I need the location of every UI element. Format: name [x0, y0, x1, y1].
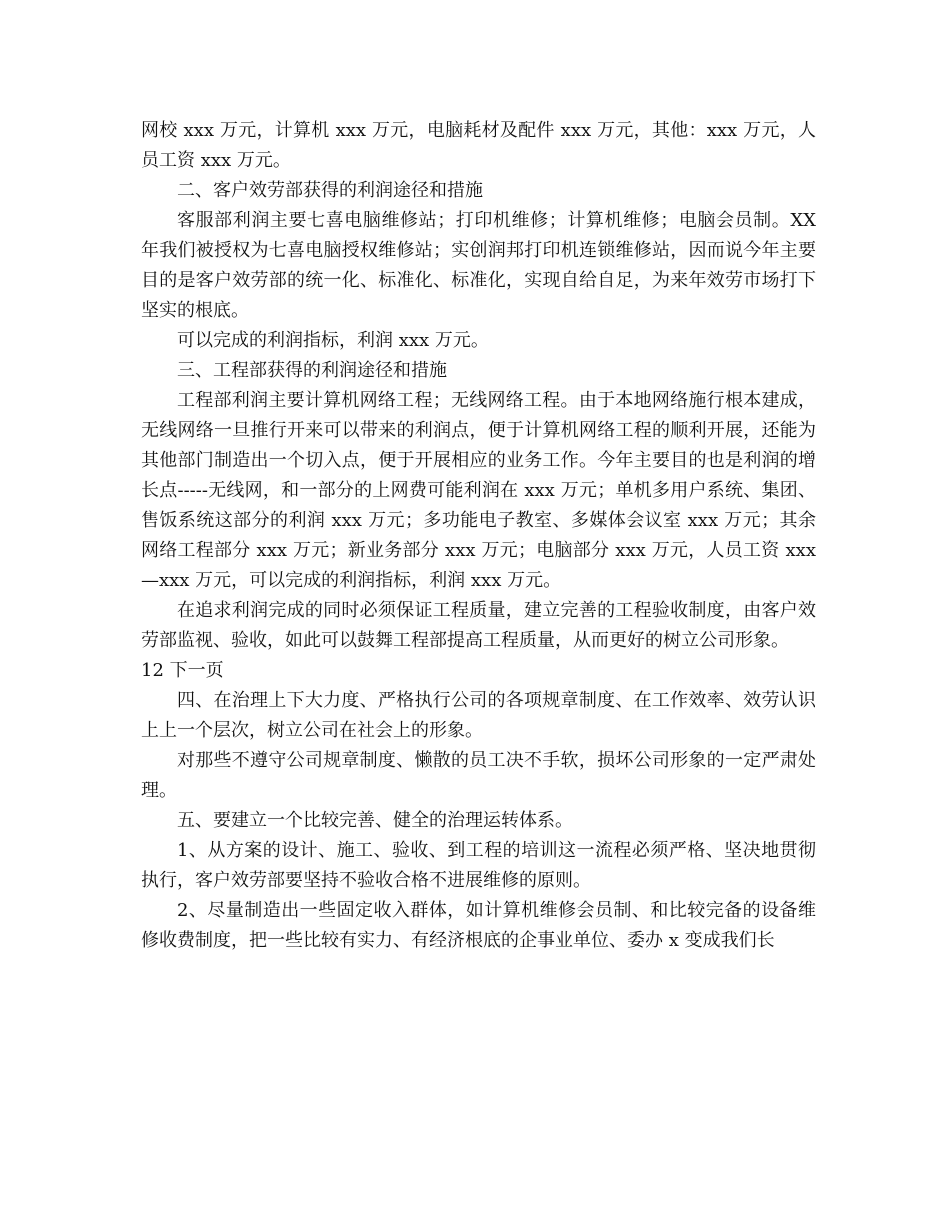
- paragraph-engineering-quality: 在追求利润完成的同时必须保证工程质量，建立完善的工程验收制度，由客户效劳部监视、验收，如此可以鼓舞工程部提高工程质量，从而更好的树立公司形象。: [141, 600, 816, 651]
- paragraph-customer-service-detail: 客服部利润主要七喜电脑维修站；打印机维修；计算机维修；电脑会员制。XX 年我们被授权为七喜电脑授权维修站；实创润邦打印机连锁维修站，因而说今年主要目的是客户效劳部的统一化、标准化、标准化，实现自给自足，为来年效劳市场打下坚实的根底。: [141, 210, 816, 321]
- paragraph-engineering-detail: 工程部利润主要计算机网络工程；无线网络工程。由于本地网络施行根本建成，无线网络一旦推行开来可以带来的利润点，便于计算机网络工程的顺利开展，还能为其他部门制造出一个切入点，便于开展相应的业务工作。今年主要目的也是利润的增长点-----无线网，和一部分的上网费可能利润在 xxx 万元；单机多用户系统、集团、售饭系统这部分的利润 xxx 万元；多功能电子教室、多媒体会议室 xxx 万元；其余网络工程部分 xxx 万元；新业务部分 xxx 万元；电脑部分 xxx 万元，人员工资 xxx—xxx 万元，可以完成的利润指标，利润 xxx 万元。: [141, 390, 816, 591]
- heading-engineering-profit: 三、工程部获得的利润途径和措施: [177, 360, 447, 381]
- heading-management-effort: 四、在治理上下大力度、严格执行公司的各项规章制度、在工作效率、效劳认识上上一个层次，树立公司在社会上的形象。: [141, 690, 816, 741]
- heading-management-system: 五、要建立一个比较完善、健全的治理运转体系。: [177, 810, 573, 831]
- paragraph-process-item-2: 2、尽量制造出一些固定收入群体，如计算机维修会员制、和比较完备的设备维修收费制度，把一些比较有实力、有经济根底的企事业单位、委办 x 变成我们长: [141, 900, 816, 951]
- paragraph-process-item-1: 1、从方案的设计、施工、验收、到工程的培训这一流程必须严格、坚决地贯彻执行，客户效劳部要坚持不验收合格不进展维修的原则。: [141, 840, 816, 891]
- paragraph-customer-service-target: 可以完成的利润指标，利润 xxx 万元。: [177, 330, 489, 351]
- paragraph-discipline: 对那些不遵守公司规章制度、懒散的员工决不手软，损坏公司形象的一定严肃处理。: [141, 750, 816, 801]
- page-navigation-next[interactable]: 12 下一页: [141, 660, 224, 681]
- paragraph-budget-items: 网校 xxx 万元，计算机 xxx 万元，电脑耗材及配件 xxx 万元，其他：xxx 万元，人员工资 xxx 万元。: [141, 120, 816, 171]
- document-body: [141, 116, 816, 956]
- heading-customer-service-profit: 二、客户效劳部获得的利润途径和措施: [177, 180, 483, 201]
